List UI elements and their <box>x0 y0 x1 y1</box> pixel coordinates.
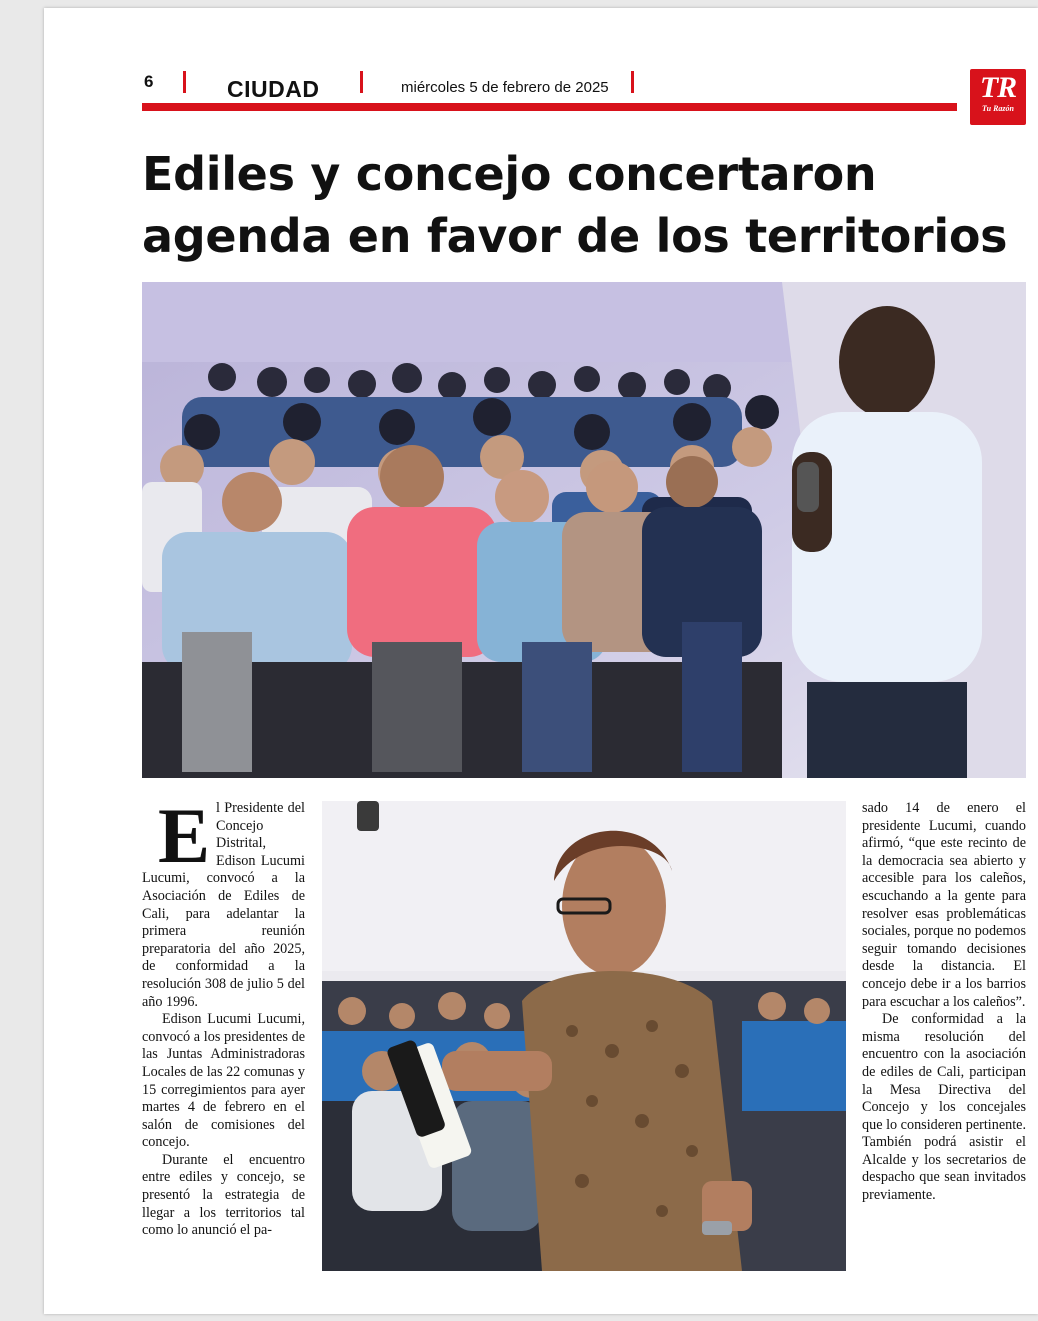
header-divider <box>183 71 186 93</box>
paragraph: De conformidad a la misma resolución del encuentro con la asociación de ediles de Cali, participan la Mesa Directiva del Concejo y los concejales que lo consideren pertinente. También podrá asistir el Alcalde y los secretarios de despacho que sean invitados previamente. <box>862 1011 1026 1204</box>
header-divider <box>631 71 634 93</box>
logo-mark: TR <box>979 71 1017 104</box>
header-rule <box>142 103 957 111</box>
drop-cap: E <box>158 792 211 879</box>
section-title: CIUDAD <box>227 76 320 102</box>
speaker-woman-photo <box>322 801 846 1271</box>
newspaper-page <box>44 8 1038 1314</box>
page-number: 6 <box>144 72 154 91</box>
article-column-left <box>142 792 305 1240</box>
paragraph: Edison Lucumi Lucumi, convocó a los presidentes de las Juntas Administradoras Locales de las 22 comunas y 15 corregimientos para ayer martes 4 de febrero en el salón de comisiones del concejo. <box>142 1011 305 1151</box>
logo-subtitle: Tu Razón <box>982 104 1014 113</box>
paragraph: Durante el encuentro entre ediles y concejo, se presentó la estrategia de llegar a los territorios tal como lo anunció el pa- <box>142 1151 305 1239</box>
issue-date: miércoles 5 de febrero de 2025 <box>401 79 609 96</box>
paragraph-text: l Presidente del Concejo Distrital, Edison Lucumi Lucumi, convocó a la Asociación de Ediles de Cali, para adelantar la primera reunión preparatoria del año 2025, de conformidad a la resolución 308 de julio 5 del año 1996. <box>142 800 305 1010</box>
paragraph: sado 14 de enero el presidente Lucumi, cuando afirmó, “que este recinto de la democracia sea abierto y accesible para los caleños, escuchando a la gente para resolver esas problemáticas sociales, porque no podemos seguir tomando decisiones desde la distancia. El concejo debe ir a los barrios para escuchar a los caleños”. <box>862 800 1026 1010</box>
meeting-photo <box>142 282 1026 778</box>
header-divider <box>360 71 363 93</box>
article-column-right <box>862 800 1026 1205</box>
paragraph <box>142 792 305 1011</box>
newspaper-logo <box>970 69 1026 125</box>
article-headline: Ediles y concejo concertaron agenda en favor de los territorios <box>142 147 1008 263</box>
